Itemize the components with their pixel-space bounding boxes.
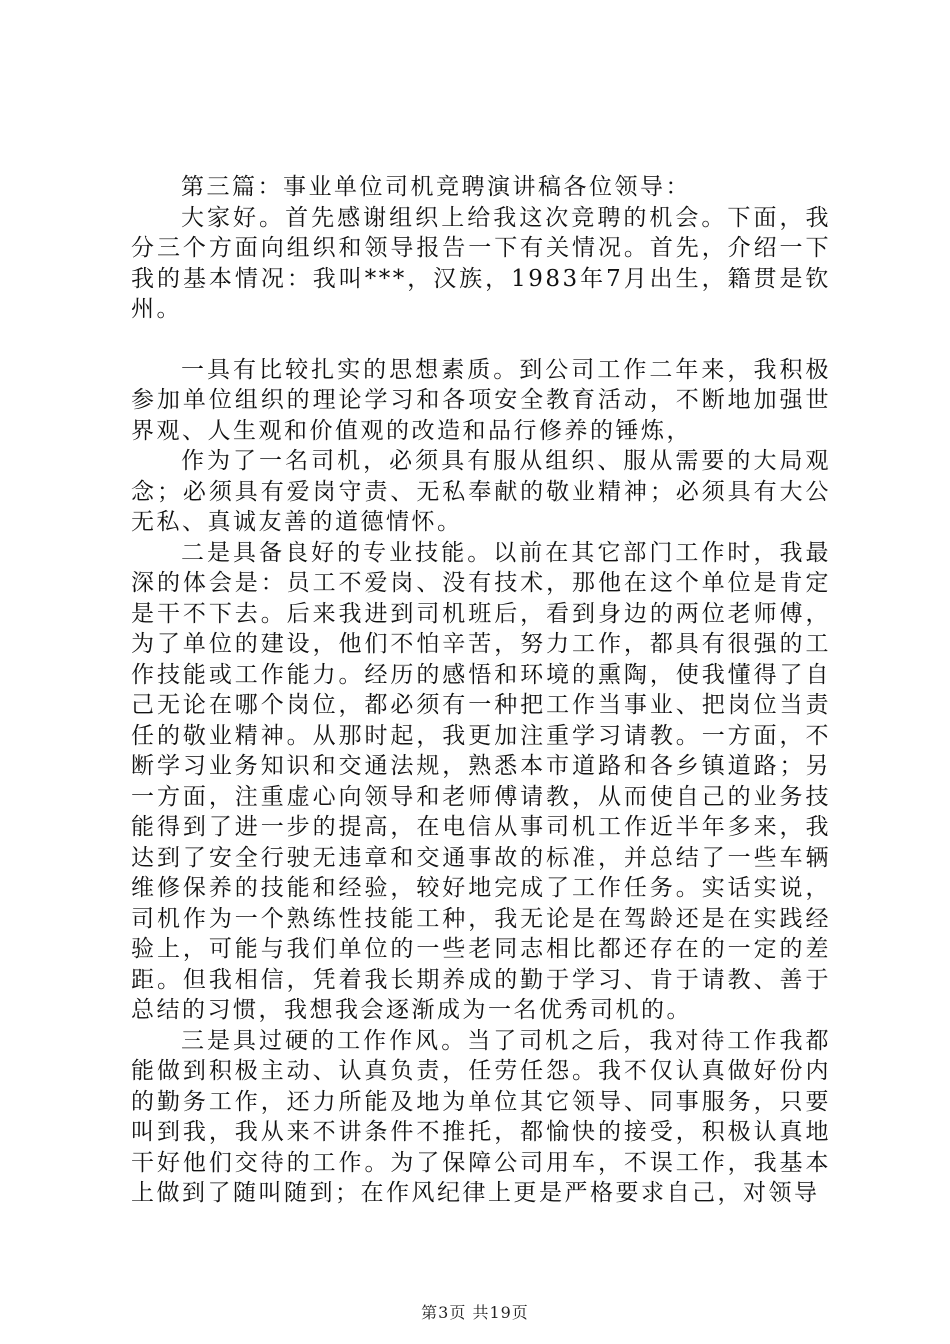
paragraph-point-2: 二是具备良好的专业技能。以前在其它部门工作时，我最深的体会是：员工不爱岗、没有技术，那他在这个单位是肯定是干不下去。后来我进到司机班后，看到身边的两位老师傅，为了单位的建设，他们不怕辛苦，努力工作，都具有很强的工作技能或工作能力。经历的感悟和环境的熏陶，使我懂得了自己无论在哪个岗位，都必须有一种把工作当事业、把岗位当责任的敬业精神。从那时起，我更加注重学习请教。一方面，不断学习业务知识和交通法规，熟悉本市道路和各乡镇道路；另一方面，注重虚心向领导和老师傅请教，从而使自己的业务技能得到了进一步的提高，在电信从事司机工作近半年多来，我达到了安全行驶无违章和交通事故的标准，并总结了一些车辆维修保养的技能和经验，较好地完成了工作任务。实话实说，司机作为一个熟练性技能工种，我无论是在驾龄还是在实践经验上，可能与我们单位的一些老同志相比都还存在的一定的差距。但我相信，凭着我长期养成的勤于学习、肯于请教、善于总结的习惯，我想我会逐渐成为一名优秀司机的。 <box>131 539 831 1023</box>
paragraph-point-1: 一具有比较扎实的思想素质。到公司工作二年来，我积极参加单位组织的理论学习和各项安全教育活动，不断地加强世界观、人生观和价值观的改造和品行修养的锤炼， <box>131 356 831 444</box>
page-number-footer: 第3页 共19页 <box>421 1303 529 1322</box>
paragraph-title: 第三篇：事业单位司机竞聘演讲稿各位领导： <box>181 174 691 200</box>
paragraph-point-3: 三是具过硬的工作作风。当了司机之后，我对待工作我都能做到积极主动、认真负责，任劳任怨。我不仅认真做好份内的勤务工作，还力所能及地为单位其它领导、同事服务，只要叫到我，我从来不讲条件不推托，都愉快的接受，积极认真地干好他们交待的工作。为了保障公司用车，不误工作，我基本上做到了随叫随到；在作风纪律上更是严格要求自己，对领导 <box>131 1027 831 1206</box>
document-body <box>131 172 831 1209</box>
paragraph-driver-duty: 作为了一名司机，必须具有服从组织、服从需要的大局观念；必须具有爱岗守责、无私奉献的敬业精神；必须具有大公无私、真诚友善的道德情怀。 <box>131 448 831 535</box>
paragraph-intro: 大家好。首先感谢组织上给我这次竞聘的机会。下面，我分三个方面向组织和领导报告一下有关情况。首先，介绍一下我的基本情况：我叫***，汉族，1983年7月出生，籍贯是钦州。 <box>131 204 831 322</box>
